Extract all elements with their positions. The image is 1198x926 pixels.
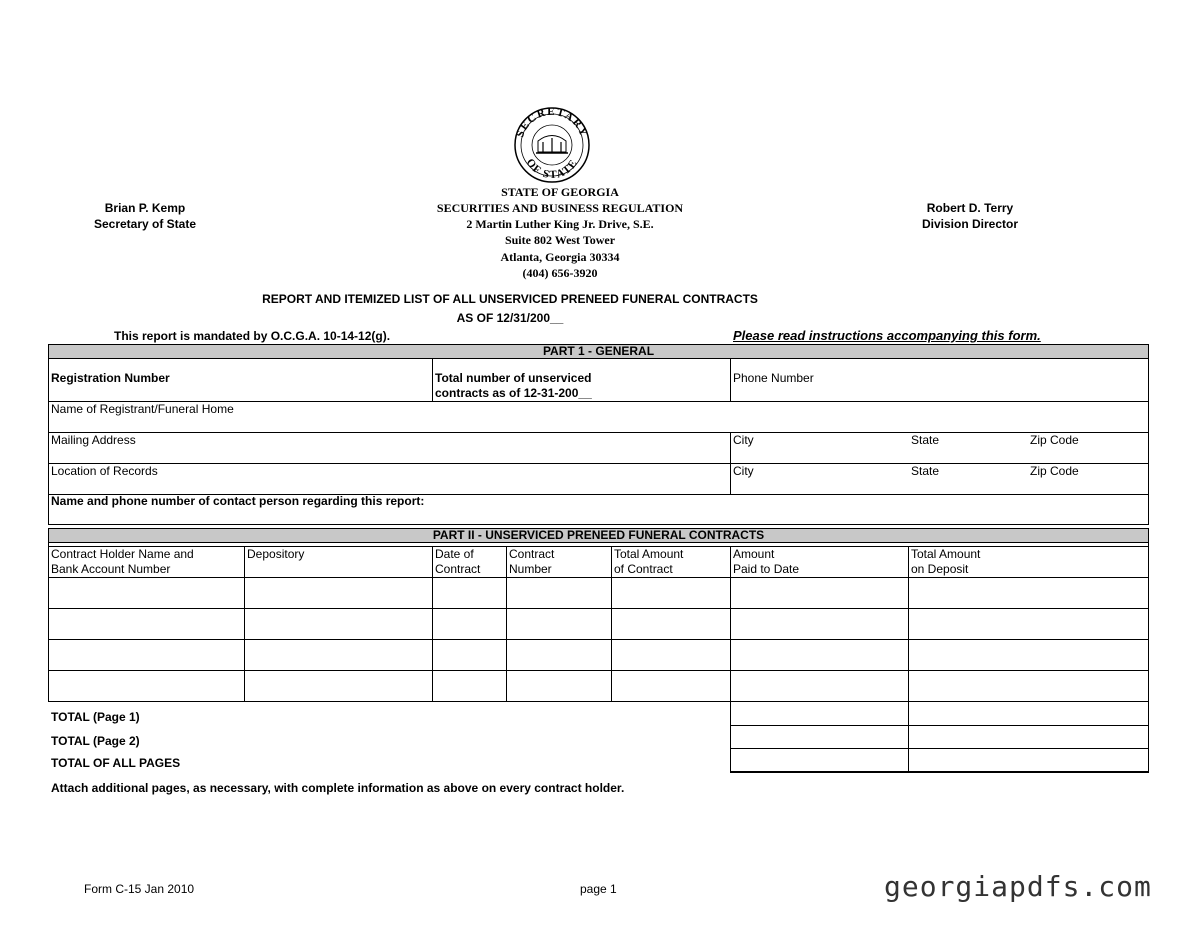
report-mandate: This report is mandated by O.C.G.A. 10-14-12(g).: [114, 329, 391, 343]
agency-city: Atlanta, Georgia 30334: [500, 250, 620, 264]
records-state-field[interactable]: State: [911, 464, 940, 478]
total-unserviced-label-1: Total number of unserviced: [435, 371, 592, 385]
col-holder-name-2: Bank Account Number: [51, 562, 171, 576]
mailing-city-field[interactable]: City: [733, 433, 754, 447]
total-unserviced-label-2[interactable]: contracts as of 12-31-200__: [435, 386, 592, 400]
mailing-address-field[interactable]: Mailing Address: [51, 433, 136, 447]
agency-state: STATE OF GEORGIA: [501, 185, 619, 199]
total-page1-label: TOTAL (Page 1): [51, 710, 140, 724]
col-contract-number-2: Number: [509, 562, 552, 576]
col-total-contract-2: of Contract: [614, 562, 673, 576]
agency-street: 2 Martin Luther King Jr. Drive, S.E.: [466, 217, 654, 231]
right-official-title: Division Director: [921, 217, 1019, 231]
agency-suite: Suite 802 West Tower: [504, 233, 616, 247]
registrant-name-field[interactable]: Name of Registrant/Funeral Home: [51, 402, 234, 416]
report-as-of: AS OF 12/31/200__: [456, 311, 564, 325]
col-date-2: Contract: [435, 562, 481, 576]
svg-text:OF STATE: OF STATE: [523, 156, 581, 182]
left-official-title: Secretary of State: [93, 217, 197, 231]
part1-heading: PART 1 - GENERAL: [48, 344, 1149, 359]
form-id: Form C-15 Jan 2010: [84, 882, 195, 896]
contact-person-field[interactable]: Name and phone number of contact person regarding this report:: [51, 494, 425, 508]
attach-note: Attach additional pages, as necessary, with complete information as above on every contract holder.: [51, 781, 625, 795]
mailing-zip-field[interactable]: Zip Code: [1030, 433, 1079, 447]
report-title: REPORT AND ITEMIZED LIST OF ALL UNSERVICED PRENEED FUNERAL CONTRACTS: [262, 292, 758, 306]
col-paid-1: Amount: [733, 547, 775, 561]
col-contract-number-1: Contract: [509, 547, 555, 561]
total-page2-label: TOTAL (Page 2): [51, 734, 140, 748]
phone-number-field[interactable]: Phone Number: [733, 371, 814, 385]
instructions-link[interactable]: Please read instructions accompanying this form.: [733, 328, 1041, 343]
registration-number-field[interactable]: Registration Number: [51, 371, 170, 385]
watermark: georgiapdfs.com: [884, 870, 1152, 903]
left-official-name: Brian P. Kemp: [104, 201, 186, 215]
page-number: page 1: [580, 882, 617, 896]
svg-text:SECRETARY: SECRETARY: [514, 106, 590, 140]
col-deposit-1: Total Amount: [911, 547, 981, 561]
col-depository: Depository: [247, 547, 305, 561]
right-official-name: Robert D. Terry: [926, 201, 1014, 215]
col-paid-2: Paid to Date: [733, 562, 800, 576]
agency-phone: (404) 656-3920: [522, 266, 598, 280]
records-zip-field[interactable]: Zip Code: [1030, 464, 1079, 478]
total-all-label: TOTAL OF ALL PAGES: [51, 756, 181, 770]
records-city-field[interactable]: City: [733, 464, 754, 478]
georgia-secretary-of-state-seal: [508, 106, 596, 184]
mailing-state-field[interactable]: State: [911, 433, 940, 447]
part2-heading: PART II - UNSERVICED PRENEED FUNERAL CONTRACTS: [48, 528, 1149, 543]
col-deposit-2: on Deposit: [911, 562, 969, 576]
location-records-field[interactable]: Location of Records: [51, 464, 158, 478]
agency-division: SECURITIES AND BUSINESS REGULATION: [436, 201, 684, 215]
col-date-1: Date of: [435, 547, 474, 561]
col-holder-name-1: Contract Holder Name and: [51, 547, 194, 561]
col-total-contract-1: Total Amount: [614, 547, 684, 561]
